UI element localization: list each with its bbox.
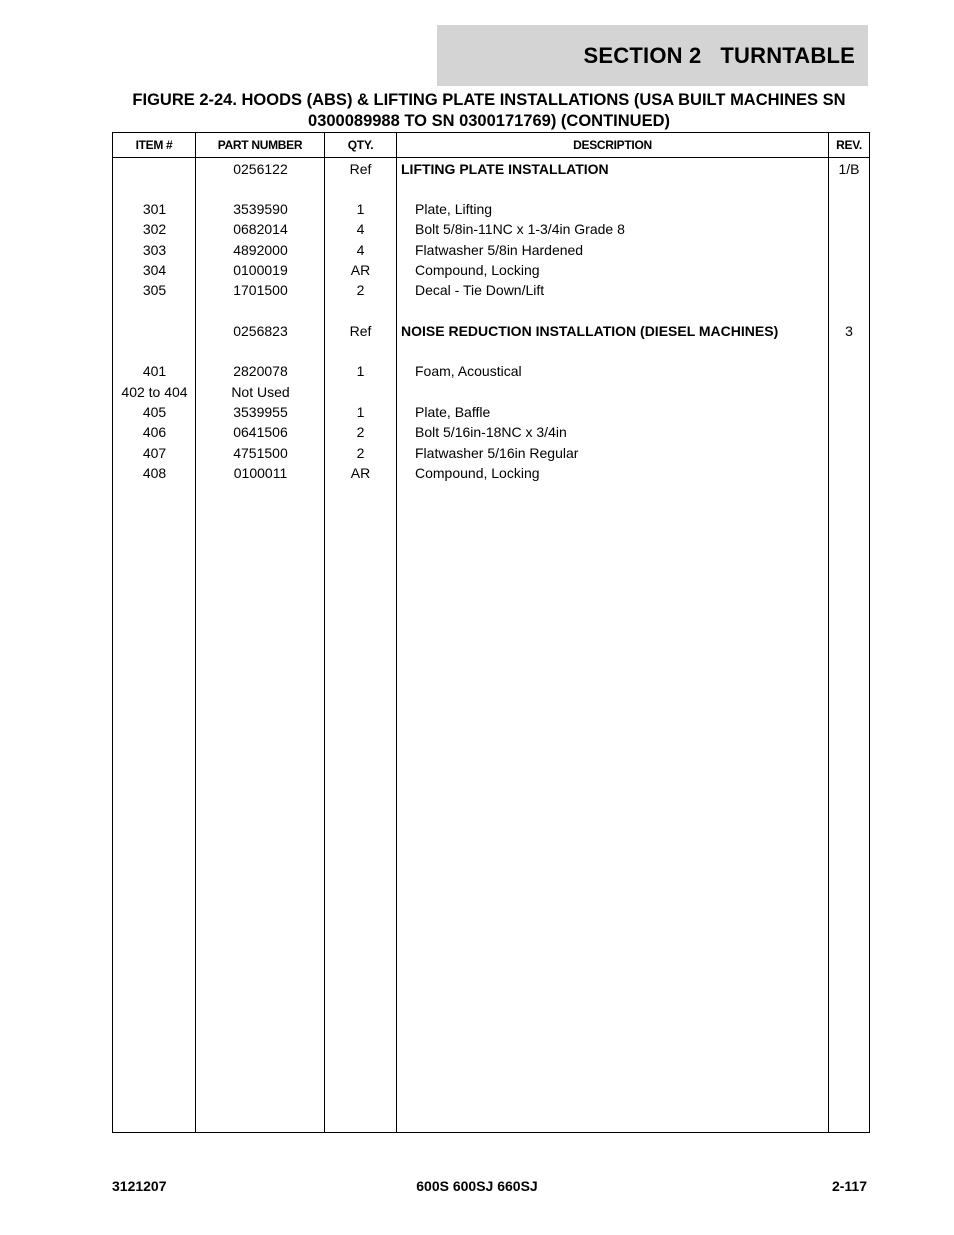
quantity: 1	[356, 201, 365, 217]
description: LIFTING PLATE INSTALLATION	[401, 161, 609, 177]
item-number: 401	[142, 363, 167, 379]
table-row	[113, 443, 869, 463]
quantity: Ref	[349, 323, 372, 339]
revision	[829, 361, 869, 381]
description: Bolt 5/8in-11NC x 1-3/4in Grade 8	[415, 221, 625, 237]
part-number: 0100019	[233, 262, 288, 278]
table-row	[113, 321, 869, 341]
item-number: 406	[142, 424, 167, 440]
header-divider	[113, 157, 869, 158]
revision	[829, 463, 869, 483]
item-number: 408	[142, 465, 167, 481]
item-number: 304	[142, 262, 167, 278]
figure-title	[100, 90, 878, 132]
header-item: ITEM #	[135, 138, 173, 152]
revision	[829, 199, 869, 219]
table-row	[113, 280, 869, 300]
header-part-number: PART NUMBER	[217, 138, 303, 152]
section-header	[437, 25, 868, 86]
part-number: Not Used	[231, 384, 290, 400]
revision	[829, 422, 869, 442]
item-number: 305	[142, 282, 167, 298]
table-row	[113, 463, 869, 483]
footer-doc-number: 3121207	[112, 1178, 167, 1194]
revision	[829, 382, 869, 402]
description: Foam, Acoustical	[415, 363, 522, 379]
description: Compound, Locking	[415, 262, 540, 278]
quantity: 2	[356, 424, 365, 440]
item-number: 301	[142, 201, 167, 217]
table-row	[113, 422, 869, 442]
part-number: 0256823	[233, 323, 288, 339]
table-row	[113, 402, 869, 422]
item-number: 405	[142, 404, 167, 420]
item-number	[113, 159, 196, 179]
description	[415, 382, 841, 402]
description: Compound, Locking	[415, 465, 540, 481]
revision	[829, 443, 869, 463]
quantity: 1	[356, 404, 365, 420]
section-title: SECTION 2 TURNTABLE	[583, 42, 855, 68]
header-rev: REV.	[836, 138, 862, 152]
description: NOISE REDUCTION INSTALLATION (DIESEL MACHINES)	[401, 323, 779, 339]
part-number: 0100011	[233, 465, 288, 481]
footer-models: 600S 600SJ 660SJ	[416, 1178, 538, 1194]
table-row	[113, 260, 869, 280]
part-number: 4892000	[233, 242, 288, 258]
quantity: 1	[356, 363, 365, 379]
quantity: AR	[350, 465, 371, 481]
revision	[829, 260, 869, 280]
part-number: 1701500	[233, 282, 288, 298]
part-number: 0682014	[233, 221, 288, 237]
table-row	[113, 219, 869, 239]
revision	[829, 280, 869, 300]
part-number: 3539590	[233, 201, 288, 217]
quantity: 2	[356, 282, 365, 298]
figure-title-line-2: 0300089988 TO SN 0300171769) (CONTINUED)	[308, 112, 670, 130]
table-row	[113, 361, 869, 381]
quantity: AR	[350, 262, 371, 278]
parts-table	[112, 132, 870, 1133]
header-description: DESCRIPTION	[573, 138, 652, 152]
table-row	[113, 159, 869, 179]
quantity: 4	[356, 242, 365, 258]
revision	[829, 219, 869, 239]
revision: 1/B	[838, 161, 860, 177]
description: Flatwasher 5/8in Hardened	[415, 242, 584, 258]
part-number: 4751500	[233, 445, 288, 461]
item-number: 407	[142, 445, 167, 461]
item-number: 302	[142, 221, 167, 237]
revision	[829, 240, 869, 260]
part-number: 3539955	[233, 404, 288, 420]
description: Plate, Baffle	[415, 404, 491, 420]
description: Decal - Tie Down/Lift	[415, 282, 545, 298]
quantity	[325, 382, 396, 402]
item-number: 303	[142, 242, 167, 258]
description: Plate, Lifting	[415, 201, 493, 217]
footer-page-number: 2-117	[831, 1178, 867, 1194]
table-row	[113, 199, 869, 219]
figure-title-line-1: FIGURE 2-24. HOODS (ABS) & LIFTING PLATE INSTALLATIONS (USA BUILT MACHINES SN	[132, 91, 846, 109]
quantity: Ref	[349, 161, 372, 177]
description: Bolt 5/16in-18NC x 3/4in	[415, 424, 567, 440]
revision: 3	[845, 323, 853, 339]
table-row	[113, 382, 869, 402]
item-number: 402 to 404	[121, 384, 188, 400]
revision	[829, 402, 869, 422]
item-number	[113, 321, 196, 341]
description: Flatwasher 5/16in Regular	[415, 445, 579, 461]
quantity: 4	[356, 221, 365, 237]
part-number: 0641506	[233, 424, 288, 440]
header-qty: QTY.	[347, 138, 374, 152]
quantity: 2	[356, 445, 365, 461]
table-row	[113, 240, 869, 260]
part-number: 2820078	[233, 363, 288, 379]
part-number: 0256122	[233, 161, 288, 177]
